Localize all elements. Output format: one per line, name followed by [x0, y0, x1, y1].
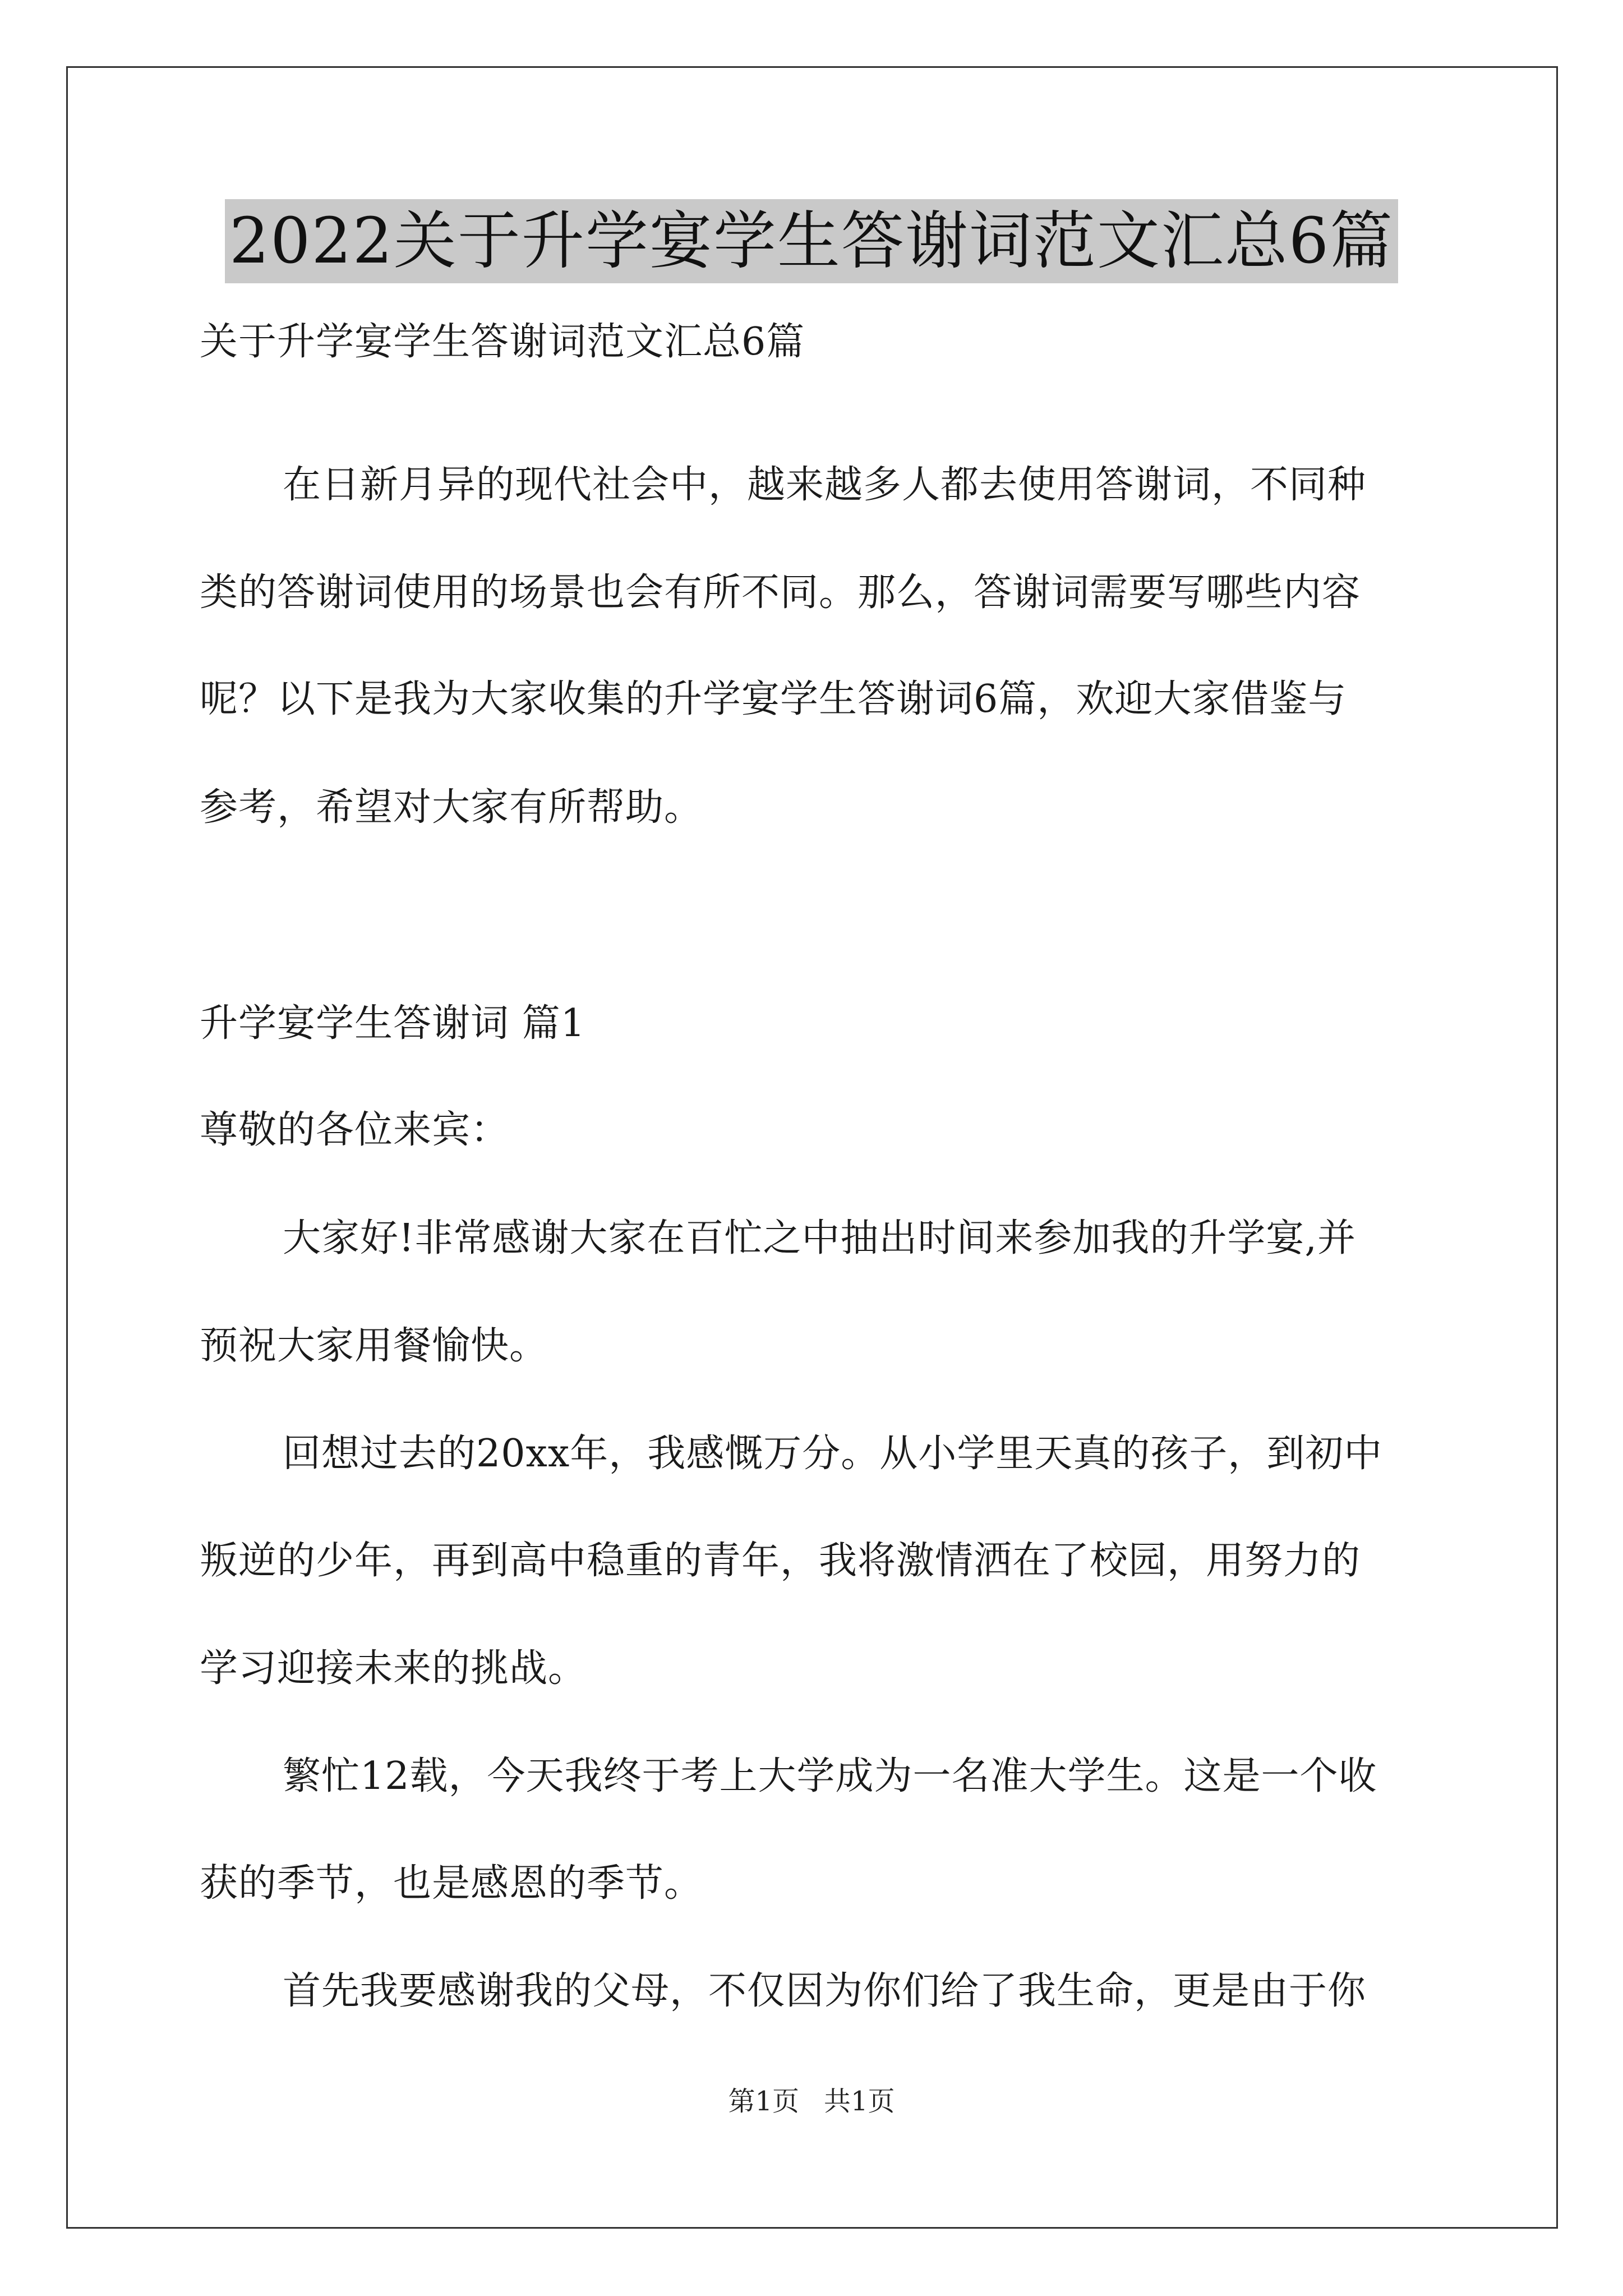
intro-paragraph-line-2: 类的答谢词使用的场景也会有所不同。那么，答谢词需要写哪些内容	[200, 570, 1361, 615]
paragraph-2-line-2: 叛逆的少年，再到高中稳重的青年，我将激情洒在了校园，用努力的	[200, 1539, 1361, 1583]
paragraph-1-line-1: 大家好!非常感谢大家在百忙之中抽出时间来参加我的升学宴,并	[283, 1216, 1356, 1260]
paragraph-4-line-1: 首先我要感谢我的父母，不仅因为你们给了我生命，更是由于你	[283, 1969, 1367, 2013]
page-number: 第1页	[728, 2086, 799, 2117]
page-footer	[0, 2085, 1623, 2118]
intro-paragraph-line-4: 参考，希望对大家有所帮助。	[200, 785, 703, 830]
paragraph-3-line-1: 繁忙12载，今天我终于考上大学成为一名准大学生。这是一个收	[283, 1754, 1377, 1798]
paragraph-2-line-1: 回想过去的20xx年，我感慨万分。从小学里天真的孩子，到初中	[283, 1432, 1383, 1476]
subtitle-line: 关于升学宴学生答谢词范文汇总6篇	[200, 320, 805, 364]
paragraph-3-line-2: 获的季节，也是感恩的季节。	[200, 1861, 703, 1906]
paragraph-2-line-3: 学习迎接未来的挑战。	[200, 1646, 587, 1691]
document-title: 2022关于升学宴学生答谢词范文汇总6篇	[225, 199, 1398, 283]
section-heading: 升学宴学生答谢词 篇1	[200, 1001, 585, 1046]
page-total: 共1页	[824, 2086, 895, 2117]
intro-paragraph-line-3: 呢？以下是我为大家收集的升学宴学生答谢词6篇，欢迎大家借鉴与	[200, 677, 1347, 721]
paragraph-1-line-2: 预祝大家用餐愉快。	[200, 1324, 548, 1368]
intro-paragraph-line-1: 在日新月异的现代社会中，越来越多人都去使用答谢词，不同种	[283, 463, 1367, 507]
salutation-line: 尊敬的各位来宾：	[200, 1108, 510, 1152]
title-container	[0, 199, 1623, 283]
